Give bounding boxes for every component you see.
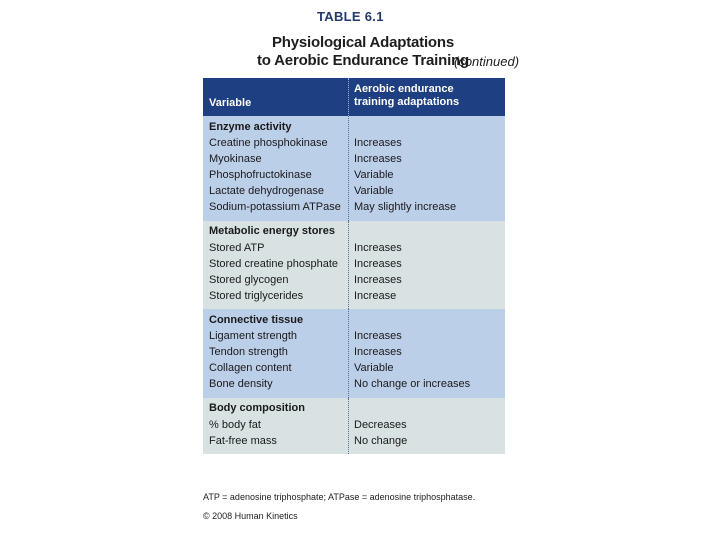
continued-label: (continued): [454, 54, 520, 69]
table-title-line-1: Physiological Adaptations: [272, 34, 454, 51]
variable-cell: Sodium-potassium ATPase: [209, 201, 341, 213]
table-row: [203, 345, 505, 361]
section-heading: Enzyme activity: [209, 120, 292, 133]
variable-cell: Myokinase: [209, 153, 262, 165]
adaptation-cell: Variable: [354, 185, 394, 197]
adaptation-cell: Increases: [354, 346, 402, 358]
table-row: [203, 377, 505, 393]
variable-cell: Stored creatine phosphate: [209, 257, 339, 270]
table-row: [203, 288, 505, 304]
copyright: © 2008 Human Kinetics: [203, 511, 298, 521]
table-body: [203, 116, 505, 454]
adaptation-cell: Increases: [354, 241, 402, 254]
variable-cell: Fat-free mass: [209, 434, 277, 447]
header-adaptations: [354, 83, 459, 109]
table-row: [203, 361, 505, 377]
adaptation-cell: No change: [354, 434, 408, 447]
table-row: [203, 184, 505, 200]
table-header: [203, 78, 505, 116]
variable-cell: Stored triglycerides: [209, 289, 304, 302]
variable-cell: Collagen content: [209, 362, 292, 374]
footnote: ATP = adenosine triphosphate; ATPase = adenosine triphosphatase.: [203, 492, 476, 502]
header-adaptations-line-1: Aerobic endurance: [354, 83, 454, 95]
table-section: [203, 398, 505, 455]
section-heading: Connective tissue: [209, 313, 304, 326]
table-row: [203, 272, 505, 288]
variable-cell: Creatine phosphokinase: [209, 137, 328, 149]
variable-cell: Tendon strength: [209, 346, 288, 358]
variable-cell: Stored glycogen: [209, 273, 289, 286]
table-row: [203, 433, 505, 449]
adaptation-cell: Increases: [354, 273, 402, 286]
adaptation-cell: Variable: [354, 169, 394, 181]
variable-cell: Bone density: [209, 378, 273, 390]
adaptations-table: [203, 78, 505, 454]
variable-cell: Stored ATP: [209, 241, 265, 254]
table-number: TABLE 6.1: [317, 9, 384, 24]
section-heading: Body composition: [209, 402, 305, 414]
adaptation-cell: Increases: [354, 330, 402, 342]
table-row: [203, 256, 505, 272]
adaptation-cell: Increase: [354, 289, 397, 302]
header-adaptations-line-2: training adaptations: [354, 96, 460, 108]
variable-cell: Lactate dehydrogenase: [209, 185, 324, 197]
table-row: [203, 200, 505, 216]
table-row: [203, 136, 505, 152]
table-section: [203, 309, 505, 398]
variable-cell: % body fat: [209, 418, 261, 431]
adaptation-cell: Increases: [354, 137, 402, 149]
table-row: [203, 329, 505, 345]
adaptation-cell: Increases: [354, 257, 402, 270]
table-row: [203, 417, 505, 433]
variable-cell: Phosphofructokinase: [209, 169, 312, 181]
adaptation-cell: No change or increases: [354, 378, 471, 390]
header-variable: Variable: [209, 97, 252, 109]
variable-cell: Ligament strength: [209, 330, 298, 342]
adaptation-cell: May slightly increase: [354, 201, 457, 213]
adaptation-cell: Increases: [354, 153, 402, 165]
column-divider: [348, 78, 349, 116]
table-section: [203, 221, 505, 310]
section-heading: Metabolic energy stores: [209, 225, 335, 237]
table-title-line-2: to Aerobic Endurance Training: [257, 52, 470, 69]
adaptation-cell: Variable: [354, 362, 394, 374]
table-row: [203, 152, 505, 168]
table-section: [203, 116, 505, 221]
table-row: [203, 168, 505, 184]
table-row: [203, 240, 505, 256]
adaptation-cell: Decreases: [354, 418, 407, 431]
